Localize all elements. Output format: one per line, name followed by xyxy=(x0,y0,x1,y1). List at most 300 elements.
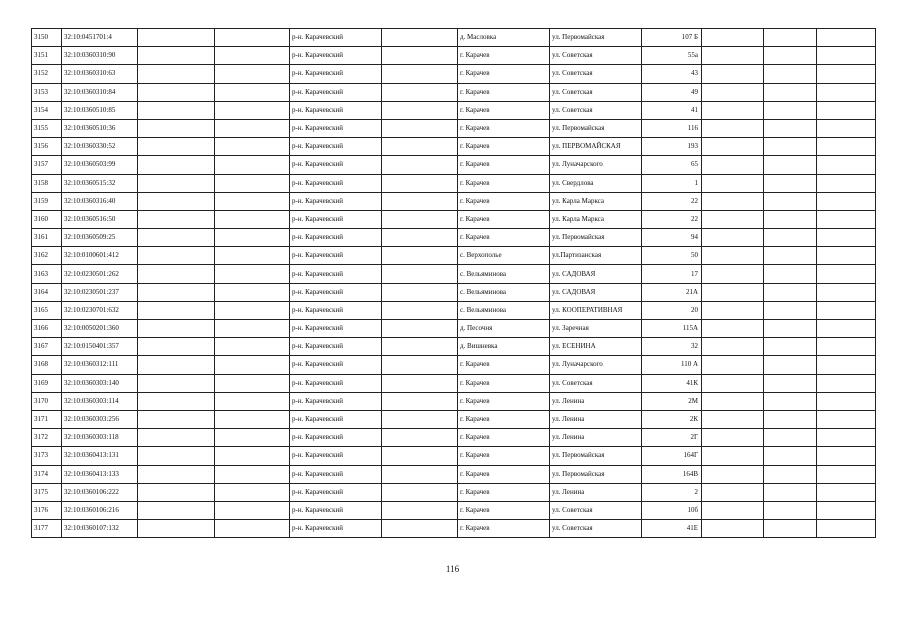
table-row xyxy=(32,447,876,465)
empty-cell xyxy=(382,392,458,410)
empty-cell xyxy=(702,410,764,428)
empty-cell xyxy=(817,265,876,283)
locality-cell: г. Карачев xyxy=(458,156,550,174)
empty-cell xyxy=(702,392,764,410)
empty-cell xyxy=(817,101,876,119)
empty-cell xyxy=(817,83,876,101)
house-number-cell: 110 А xyxy=(642,356,702,374)
street-cell: ул. Первомайская xyxy=(550,29,642,47)
district-cell: р-н. Карачевский xyxy=(290,447,382,465)
cadastral-number-cell: 32:10:0360413:133 xyxy=(62,465,138,483)
empty-cell xyxy=(702,320,764,338)
empty-cell xyxy=(215,247,290,265)
empty-cell xyxy=(764,29,817,47)
empty-cell xyxy=(702,374,764,392)
empty-cell xyxy=(817,501,876,519)
street-cell: ул. Карла Маркса xyxy=(550,192,642,210)
empty-cell xyxy=(138,29,215,47)
empty-cell xyxy=(764,47,817,65)
empty-cell xyxy=(702,83,764,101)
empty-cell xyxy=(702,283,764,301)
street-cell: ул. Свердлова xyxy=(550,174,642,192)
empty-cell xyxy=(138,283,215,301)
empty-cell xyxy=(764,356,817,374)
table-row xyxy=(32,47,876,65)
locality-cell: с. Вельяминова xyxy=(458,283,550,301)
row-number-cell: 3161 xyxy=(32,229,62,247)
empty-cell xyxy=(764,156,817,174)
street-cell: ул.Партизанская xyxy=(550,247,642,265)
cadastral-number-cell: 32:10:0360316:40 xyxy=(62,192,138,210)
locality-cell: г. Карачев xyxy=(458,65,550,83)
house-number-cell: 41 xyxy=(642,101,702,119)
empty-cell xyxy=(215,283,290,301)
empty-cell xyxy=(382,265,458,283)
empty-cell xyxy=(382,447,458,465)
locality-cell: г. Карачев xyxy=(458,465,550,483)
street-cell: ул. Луначарского xyxy=(550,356,642,374)
empty-cell xyxy=(382,119,458,137)
district-cell: р-н. Карачевский xyxy=(290,247,382,265)
cadastral-number-cell: 32:10:0360510:85 xyxy=(62,101,138,119)
empty-cell xyxy=(702,338,764,356)
house-number-cell: 116 xyxy=(642,119,702,137)
empty-cell xyxy=(702,192,764,210)
empty-cell xyxy=(215,520,290,538)
empty-cell xyxy=(382,374,458,392)
empty-cell xyxy=(702,447,764,465)
district-cell: р-н. Карачевский xyxy=(290,229,382,247)
cadastral-number-cell: 32:10:0360303:118 xyxy=(62,429,138,447)
table-row xyxy=(32,138,876,156)
district-cell: р-н. Карачевский xyxy=(290,520,382,538)
row-number-cell: 3157 xyxy=(32,156,62,174)
locality-cell: г. Карачев xyxy=(458,229,550,247)
house-number-cell: 22 xyxy=(642,210,702,228)
locality-cell: г. Карачев xyxy=(458,119,550,137)
empty-cell xyxy=(817,429,876,447)
empty-cell xyxy=(215,174,290,192)
empty-cell xyxy=(817,520,876,538)
empty-cell xyxy=(817,320,876,338)
empty-cell xyxy=(764,229,817,247)
empty-cell xyxy=(764,138,817,156)
empty-cell xyxy=(382,501,458,519)
empty-cell xyxy=(215,320,290,338)
empty-cell xyxy=(817,392,876,410)
house-number-cell: 41Е xyxy=(642,520,702,538)
street-cell: ул. Советская xyxy=(550,374,642,392)
street-cell: ул. Ленина xyxy=(550,483,642,501)
district-cell: р-н. Карачевский xyxy=(290,265,382,283)
empty-cell xyxy=(382,229,458,247)
district-cell: р-н. Карачевский xyxy=(290,47,382,65)
empty-cell xyxy=(817,447,876,465)
empty-cell xyxy=(702,29,764,47)
locality-cell: г. Карачев xyxy=(458,392,550,410)
empty-cell xyxy=(138,156,215,174)
district-cell: р-н. Карачевский xyxy=(290,483,382,501)
empty-cell xyxy=(764,210,817,228)
empty-cell xyxy=(817,210,876,228)
house-number-cell: 41К xyxy=(642,374,702,392)
street-cell: ул. Советская xyxy=(550,520,642,538)
empty-cell xyxy=(138,210,215,228)
empty-cell xyxy=(702,429,764,447)
locality-cell: с. Вельяминова xyxy=(458,265,550,283)
row-number-cell: 3153 xyxy=(32,83,62,101)
empty-cell xyxy=(817,119,876,137)
empty-cell xyxy=(764,119,817,137)
street-cell: ул. Советская xyxy=(550,501,642,519)
empty-cell xyxy=(764,101,817,119)
empty-cell xyxy=(138,429,215,447)
empty-cell xyxy=(138,301,215,319)
table-row xyxy=(32,156,876,174)
locality-cell: г. Карачев xyxy=(458,356,550,374)
street-cell: ул. ЕСЕНИНА xyxy=(550,338,642,356)
empty-cell xyxy=(138,338,215,356)
empty-cell xyxy=(382,138,458,156)
empty-cell xyxy=(817,283,876,301)
district-cell: р-н. Карачевский xyxy=(290,338,382,356)
empty-cell xyxy=(215,229,290,247)
table-row xyxy=(32,465,876,483)
district-cell: р-н. Карачевский xyxy=(290,392,382,410)
table-row xyxy=(32,410,876,428)
empty-cell xyxy=(382,483,458,501)
empty-cell xyxy=(382,65,458,83)
street-cell: ул. Первомайская xyxy=(550,119,642,137)
empty-cell xyxy=(817,338,876,356)
district-cell: р-н. Карачевский xyxy=(290,410,382,428)
cadastral-number-cell: 32:10:0451701:4 xyxy=(62,29,138,47)
empty-cell xyxy=(215,47,290,65)
table-row xyxy=(32,520,876,538)
house-number-cell: 115А xyxy=(642,320,702,338)
cadastral-number-cell: 32:10:0360310:90 xyxy=(62,47,138,65)
row-number-cell: 3158 xyxy=(32,174,62,192)
table-row xyxy=(32,392,876,410)
empty-cell xyxy=(817,301,876,319)
table-row xyxy=(32,174,876,192)
empty-cell xyxy=(702,138,764,156)
empty-cell xyxy=(382,192,458,210)
table-row xyxy=(32,247,876,265)
empty-cell xyxy=(138,483,215,501)
row-number-cell: 3155 xyxy=(32,119,62,137)
house-number-cell: 22 xyxy=(642,192,702,210)
district-cell: р-н. Карачевский xyxy=(290,374,382,392)
empty-cell xyxy=(215,338,290,356)
empty-cell xyxy=(215,429,290,447)
empty-cell xyxy=(817,465,876,483)
empty-cell xyxy=(764,265,817,283)
house-number-cell: 94 xyxy=(642,229,702,247)
house-number-cell: 164Г xyxy=(642,447,702,465)
empty-cell xyxy=(764,520,817,538)
empty-cell xyxy=(702,247,764,265)
empty-cell xyxy=(138,374,215,392)
empty-cell xyxy=(702,483,764,501)
district-cell: р-н. Карачевский xyxy=(290,465,382,483)
district-cell: р-н. Карачевский xyxy=(290,138,382,156)
street-cell: ул. Советская xyxy=(550,47,642,65)
table-row xyxy=(32,119,876,137)
empty-cell xyxy=(382,174,458,192)
empty-cell xyxy=(817,47,876,65)
empty-cell xyxy=(382,301,458,319)
empty-cell xyxy=(382,47,458,65)
empty-cell xyxy=(382,247,458,265)
row-number-cell: 3169 xyxy=(32,374,62,392)
empty-cell xyxy=(215,410,290,428)
district-cell: р-н. Карачевский xyxy=(290,301,382,319)
empty-cell xyxy=(382,101,458,119)
empty-cell xyxy=(764,429,817,447)
street-cell: ул. Ленина xyxy=(550,392,642,410)
empty-cell xyxy=(138,247,215,265)
table-row xyxy=(32,501,876,519)
empty-cell xyxy=(382,356,458,374)
cadastral-number-cell: 32:10:0100601:412 xyxy=(62,247,138,265)
table-row xyxy=(32,265,876,283)
table-row xyxy=(32,229,876,247)
street-cell: ул. Луначарского xyxy=(550,156,642,174)
empty-cell xyxy=(817,247,876,265)
empty-cell xyxy=(764,247,817,265)
district-cell: р-н. Карачевский xyxy=(290,192,382,210)
empty-cell xyxy=(138,465,215,483)
cadastral-number-cell: 32:10:0230701:632 xyxy=(62,301,138,319)
empty-cell xyxy=(764,174,817,192)
locality-cell: г. Карачев xyxy=(458,520,550,538)
empty-cell xyxy=(764,374,817,392)
street-cell: ул. КООПЕРАТИВНАЯ xyxy=(550,301,642,319)
cadastral-number-cell: 32:10:0360330:52 xyxy=(62,138,138,156)
street-cell: ул. Советская xyxy=(550,101,642,119)
empty-cell xyxy=(817,156,876,174)
empty-cell xyxy=(215,265,290,283)
empty-cell xyxy=(817,229,876,247)
empty-cell xyxy=(817,483,876,501)
district-cell: р-н. Карачевский xyxy=(290,83,382,101)
empty-cell xyxy=(215,138,290,156)
empty-cell xyxy=(702,119,764,137)
row-number-cell: 3171 xyxy=(32,410,62,428)
district-cell: р-н. Карачевский xyxy=(290,429,382,447)
empty-cell xyxy=(215,156,290,174)
street-cell: ул. Ленина xyxy=(550,429,642,447)
row-number-cell: 3167 xyxy=(32,338,62,356)
street-cell: ул. САДОВАЯ xyxy=(550,265,642,283)
house-number-cell: 2Г xyxy=(642,429,702,447)
street-cell: ул. Советская xyxy=(550,83,642,101)
house-number-cell: 193 xyxy=(642,138,702,156)
locality-cell: г. Карачев xyxy=(458,174,550,192)
empty-cell xyxy=(764,465,817,483)
empty-cell xyxy=(215,29,290,47)
empty-cell xyxy=(138,229,215,247)
empty-cell xyxy=(138,47,215,65)
locality-cell: г. Карачев xyxy=(458,429,550,447)
table-row xyxy=(32,483,876,501)
empty-cell xyxy=(764,483,817,501)
locality-cell: г. Карачев xyxy=(458,483,550,501)
empty-cell xyxy=(138,501,215,519)
empty-cell xyxy=(215,301,290,319)
empty-cell xyxy=(138,138,215,156)
empty-cell xyxy=(702,174,764,192)
empty-cell xyxy=(702,265,764,283)
empty-cell xyxy=(215,465,290,483)
locality-cell: г. Карачев xyxy=(458,210,550,228)
empty-cell xyxy=(817,374,876,392)
empty-cell xyxy=(382,83,458,101)
row-number-cell: 3152 xyxy=(32,65,62,83)
district-cell: р-н. Карачевский xyxy=(290,501,382,519)
empty-cell xyxy=(138,447,215,465)
district-cell: р-н. Карачевский xyxy=(290,356,382,374)
table-row xyxy=(32,283,876,301)
property-registry-table xyxy=(31,28,876,538)
table-row xyxy=(32,301,876,319)
empty-cell xyxy=(764,501,817,519)
empty-cell xyxy=(817,138,876,156)
empty-cell xyxy=(702,356,764,374)
street-cell: ул. Заречная xyxy=(550,320,642,338)
empty-cell xyxy=(702,156,764,174)
table-row xyxy=(32,65,876,83)
row-number-cell: 3168 xyxy=(32,356,62,374)
house-number-cell: 65 xyxy=(642,156,702,174)
empty-cell xyxy=(764,301,817,319)
cadastral-number-cell: 32:10:0360107:132 xyxy=(62,520,138,538)
empty-cell xyxy=(138,356,215,374)
empty-cell xyxy=(764,65,817,83)
district-cell: р-н. Карачевский xyxy=(290,283,382,301)
empty-cell xyxy=(382,410,458,428)
row-number-cell: 3159 xyxy=(32,192,62,210)
house-number-cell: 50 xyxy=(642,247,702,265)
locality-cell: д. Песочня xyxy=(458,320,550,338)
empty-cell xyxy=(138,392,215,410)
table-row xyxy=(32,320,876,338)
table-row xyxy=(32,101,876,119)
cadastral-number-cell: 32:10:0230501:237 xyxy=(62,283,138,301)
house-number-cell: 10б xyxy=(642,501,702,519)
district-cell: р-н. Карачевский xyxy=(290,156,382,174)
table-row xyxy=(32,192,876,210)
locality-cell: с. Вельяминова xyxy=(458,301,550,319)
house-number-cell: 32 xyxy=(642,338,702,356)
empty-cell xyxy=(764,283,817,301)
row-number-cell: 3166 xyxy=(32,320,62,338)
empty-cell xyxy=(764,192,817,210)
empty-cell xyxy=(764,320,817,338)
cadastral-number-cell: 32:10:0360503:99 xyxy=(62,156,138,174)
row-number-cell: 3165 xyxy=(32,301,62,319)
row-number-cell: 3172 xyxy=(32,429,62,447)
empty-cell xyxy=(382,429,458,447)
locality-cell: г. Карачев xyxy=(458,501,550,519)
house-number-cell: 2М xyxy=(642,392,702,410)
locality-cell: г. Карачев xyxy=(458,374,550,392)
empty-cell xyxy=(817,174,876,192)
empty-cell xyxy=(382,210,458,228)
empty-cell xyxy=(702,520,764,538)
empty-cell xyxy=(382,465,458,483)
table-row xyxy=(32,429,876,447)
cadastral-number-cell: 32:10:0360303:256 xyxy=(62,410,138,428)
empty-cell xyxy=(138,174,215,192)
empty-cell xyxy=(764,447,817,465)
empty-cell xyxy=(702,47,764,65)
empty-cell xyxy=(138,192,215,210)
empty-cell xyxy=(215,356,290,374)
street-cell: ул. Советская xyxy=(550,65,642,83)
street-cell: ул. Первомайская xyxy=(550,229,642,247)
street-cell: ул. Ленина xyxy=(550,410,642,428)
cadastral-number-cell: 32:10:0360310:84 xyxy=(62,83,138,101)
empty-cell xyxy=(382,283,458,301)
table-row xyxy=(32,374,876,392)
row-number-cell: 3163 xyxy=(32,265,62,283)
cadastral-number-cell: 32:10:0150401:357 xyxy=(62,338,138,356)
empty-cell xyxy=(215,83,290,101)
table-row xyxy=(32,210,876,228)
row-number-cell: 3176 xyxy=(32,501,62,519)
cadastral-number-cell: 32:10:0360303:114 xyxy=(62,392,138,410)
table-row xyxy=(32,356,876,374)
locality-cell: г. Карачев xyxy=(458,101,550,119)
empty-cell xyxy=(215,483,290,501)
row-number-cell: 3177 xyxy=(32,520,62,538)
table-row xyxy=(32,83,876,101)
row-number-cell: 3154 xyxy=(32,101,62,119)
empty-cell xyxy=(702,210,764,228)
street-cell: ул. САДОВАЯ xyxy=(550,283,642,301)
empty-cell xyxy=(817,29,876,47)
empty-cell xyxy=(138,320,215,338)
house-number-cell: 164В xyxy=(642,465,702,483)
empty-cell xyxy=(702,301,764,319)
row-number-cell: 3156 xyxy=(32,138,62,156)
cadastral-number-cell: 32:10:0050201:360 xyxy=(62,320,138,338)
empty-cell xyxy=(215,210,290,228)
empty-cell xyxy=(702,101,764,119)
street-cell: ул. Первомайская xyxy=(550,447,642,465)
empty-cell xyxy=(138,101,215,119)
row-number-cell: 3160 xyxy=(32,210,62,228)
empty-cell xyxy=(138,410,215,428)
table-row xyxy=(32,338,876,356)
house-number-cell: 49 xyxy=(642,83,702,101)
cadastral-number-cell: 32:10:0360310:63 xyxy=(62,65,138,83)
empty-cell xyxy=(138,265,215,283)
locality-cell: д. Масловка xyxy=(458,29,550,47)
street-cell: ул. ПЕРВОМАЙСКАЯ xyxy=(550,138,642,156)
house-number-cell: 21А xyxy=(642,283,702,301)
row-number-cell: 3170 xyxy=(32,392,62,410)
empty-cell xyxy=(215,101,290,119)
cadastral-number-cell: 32:10:0360413:131 xyxy=(62,447,138,465)
empty-cell xyxy=(702,65,764,83)
empty-cell xyxy=(382,156,458,174)
house-number-cell: 2К xyxy=(642,410,702,428)
locality-cell: с. Верхополье xyxy=(458,247,550,265)
empty-cell xyxy=(764,83,817,101)
